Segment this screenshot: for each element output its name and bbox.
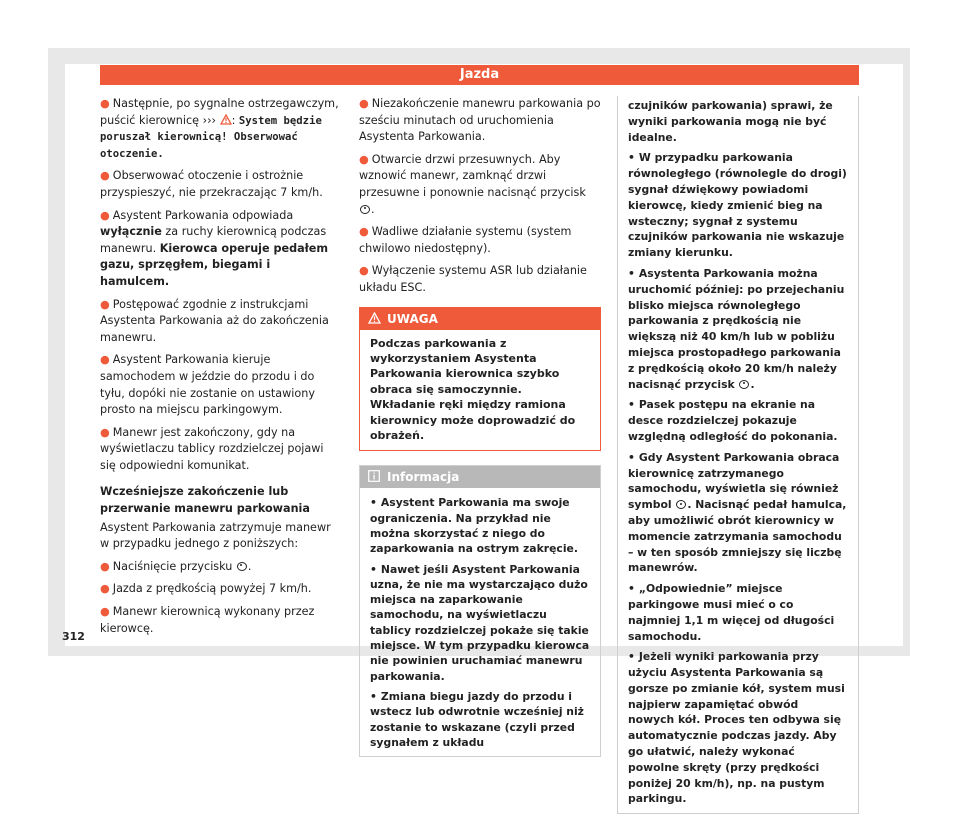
info-icon	[368, 470, 380, 482]
info-item: • Gdy Asystent Parkowania obraca kierownicę zatrzymanego samochodu, wyświetla się również symbol . Nacisnąć pedał hamulca, aby umożliwić obrót kierownicy w momencie zatrzymania samochodu – w ten sposób zmniejszy się liczbę manewrów.	[628, 450, 847, 575]
info-header	[360, 466, 600, 488]
info-item: • Asystent Parkowania ma swoje ograniczenia. Na przykład nie można skorzystać z niego do zaparkowania na ostrym zakręcie.	[370, 496, 578, 556]
bullet-icon: ●	[100, 425, 110, 439]
bullet-icon: ●	[100, 169, 110, 183]
bullet-icon: ●	[359, 152, 369, 166]
info-item: czujników parkowania) sprawi, że wyniki parkowania mogą nie być idealne.	[628, 99, 833, 144]
list-item: ● Wadliwe działanie systemu (system chwilowo niedostępny).	[359, 225, 572, 255]
bullet-icon: ●	[359, 264, 369, 278]
paragraph: ● Postępować zgodnie z instrukcjami Asystenta Parkowania aż do zakończenia manewru.	[100, 297, 329, 344]
paragraph: ● Manewr jest zakończony, gdy na wyświetlaczu tablicy rozdzielczej pojawi się odpowiedni komunikat.	[100, 425, 324, 472]
bullet-icon: ●	[100, 208, 110, 222]
bullet-icon: ●	[100, 559, 110, 573]
info-item: • Pasek postępu na ekranie na desce rozdzielczej pokazuje względną odległość do pokonania.	[628, 398, 838, 443]
warning-triangle-icon	[220, 114, 232, 125]
park-assist-button-icon	[237, 562, 247, 571]
info-title: Informacja	[387, 470, 460, 485]
paragraph: Asystent Parkowania zatrzymuje manewr w przypadku jednego z poniższych:	[100, 520, 331, 551]
list-item: ● Niezakończenie manewru parkowania po sześciu minutach od uruchomienia Asystenta Parkowania.	[359, 97, 601, 144]
bullet-icon: ●	[100, 582, 110, 596]
column-2	[359, 96, 601, 757]
info-item: • Asystenta Parkowania można uruchomić później: po przejechaniu blisko miejsca równoległego parkowania z prędkością nie większą niż 40 km/h lub w pobliżu miejsca prostopadłego parkowania z prędkością około 20 km/h należy nacisnąć przycisk .	[628, 266, 845, 391]
info-item: • „Odpowiednie” miejsce parkingowe musi mieć o co najmniej 1,1 m więcej od długości samochodu.	[628, 582, 835, 643]
bullet-icon: ●	[100, 353, 110, 367]
paragraph: ● Obserwować otoczenie i ostrożnie przyspieszyć, nie przekraczając 7 km/h.	[100, 169, 323, 199]
paragraph: ● Asystent Parkowania kieruje samochodem w jeździe do przodu i do tyłu, dopóki nie zostanie on ustawiony prosto na miejscu parkingowym.	[100, 353, 315, 417]
warning-header	[360, 308, 600, 330]
info-item: • Nawet jeśli Asystent Parkowania uzna, że nie ma wystarczająco dużo miejsca na zaparkowanie samochodu, na wyświetlaczu tablicy rozdzielczej pokaże się takie miejsce. W tym przypadku kierowca nie powinien uruchamiać manewru parkowania.	[370, 562, 590, 683]
info-item: • Jeżeli wyniki parkowania przy użyciu Asystenta Parkowania są gorsze po zmianie kół, system musi najpierw zapamiętać obwód nowych kół. Proces ten odbywa się automatycznie podczas jazdy. Aby go ułatwić, należy wykonać powolne skręty (przy prędkości poniżej 20 km/h), np. na pustym parkingu.	[628, 650, 845, 806]
info-item: • Zmiana biegu jazdy do przodu i wstecz lub odwrotnie wcześniej niż zostanie to wskazane (czyli przed sygnałem z układu	[370, 689, 584, 749]
info-box	[359, 465, 601, 757]
list-item: ● Jazda z prędkością powyżej 7 km/h.	[100, 582, 312, 596]
paragraph: ● Następnie, po sygnalne ostrzegawczym, puścić kierownicę ››› : System będzie poruszał kierownicą! Obserwować otoczenie.	[100, 97, 339, 160]
park-assist-button-icon	[739, 380, 749, 389]
column-3	[617, 96, 859, 814]
warning-box	[359, 307, 601, 452]
info-box-continued	[617, 96, 859, 814]
warning-triangle-icon	[368, 312, 381, 324]
bullet-icon: ●	[100, 97, 110, 110]
list-item: ● Otwarcie drzwi przesuwnych. Aby wznowić manewr, zamknąć drzwi przesuwne i ponownie nacisnąć przycisk .	[359, 152, 586, 216]
section-header: Jazda	[100, 65, 859, 85]
display-message: System będzie poruszał kierownicą! Obserwować otoczenie.	[100, 114, 322, 160]
paragraph: ● Asystent Parkowania odpowiada wyłącznie za ruchy kierownicą podczas manewru. Kierowca operuje pedałem gazu, sprzęgłem, biegami i hamulcem.	[100, 208, 329, 288]
column-1	[100, 96, 342, 643]
park-assist-button-icon	[360, 205, 370, 214]
bullet-icon: ●	[100, 297, 110, 311]
list-item: ● Manewr kierownicą wykonany przez kierowcę.	[100, 605, 315, 635]
bullet-icon: ●	[359, 225, 369, 239]
warning-text: Podczas parkowania z wykorzystaniem Asystenta Parkowania kierownica szybko obraca się samoczynnie. Wkładanie ręki między ramiona kierownicy może doprowadzić do obrażeń.	[370, 336, 576, 442]
bullet-icon: ●	[359, 97, 369, 110]
list-item: ● Naciśnięcie przycisku .	[100, 559, 252, 573]
warning-title: UWAGA	[387, 311, 438, 326]
page-number: 312	[62, 630, 85, 643]
list-item: ● Wyłączenie systemu ASR lub działanie układu ESC.	[359, 264, 587, 294]
info-item: • W przypadku parkowania równoległego (równolegle do drogi) sygnał dźwiękowy powiadomi kierowcę, kiedy zmienić bieg na wsteczny; sygnał z systemu czujników parkowania nie wskazuje zmiany kierunku.	[628, 151, 847, 260]
bullet-icon: ●	[100, 605, 110, 619]
brake-symbol-icon	[676, 500, 686, 509]
info-text	[360, 488, 600, 756]
section-heading: Wcześniejsze zakończenie lub przerwanie manewru parkowania	[100, 485, 310, 516]
